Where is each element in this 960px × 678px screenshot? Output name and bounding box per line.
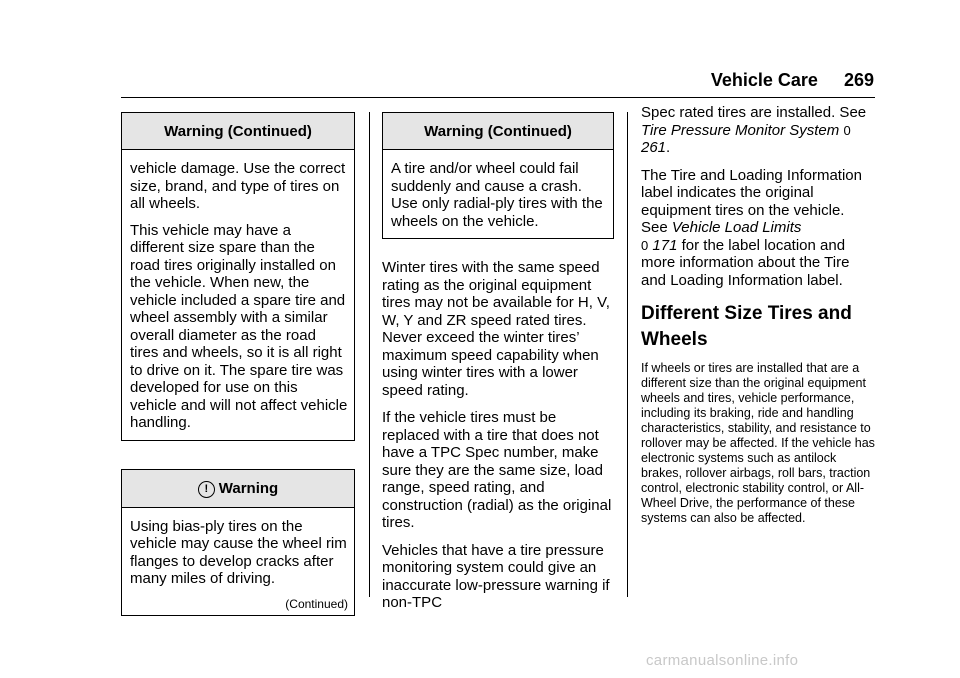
column-3 xyxy=(641,104,875,526)
warning-paragraph: vehicle damage. Use the correct size, brand, and type of tires on all wheels. xyxy=(130,160,346,212)
warning-box-title: Warning (Continued) xyxy=(383,113,613,150)
warning-title-text: Warning xyxy=(218,479,279,497)
warning-box-continued xyxy=(121,112,355,441)
warning-paragraph: This vehicle may have a different size spare than the road tires originally installed on the vehicle. When new, the vehicle included a spare tire and wheel assembly with a similar overall diameter as the road tires and wheels, so it is all right to drive on it. The spare tire was developed for use on this vehicle and will not affect vehicle handling. xyxy=(130,221,348,431)
warning-box-title xyxy=(122,470,354,508)
body-text xyxy=(382,259,614,612)
warning-paragraph: A tire and/or wheel could fail suddenly and cause a crash. Use only radial-ply tires with the wheels on the vehicle. xyxy=(391,160,603,230)
page-reference[interactable]: 171 xyxy=(652,236,678,254)
paragraph xyxy=(641,104,875,157)
column-divider xyxy=(627,112,628,597)
paragraph: Winter tires with the same speed rating as the original equipment tires may not be available for H, V, W, Y and ZR speed rated tires. Never exceed the winter tires’ maximum speed capability when using winter tires with a lower speed rating. xyxy=(382,259,610,399)
cross-reference-link[interactable]: Tire Pressure Monitor System xyxy=(641,121,840,139)
paragraph: Vehicles that have a tire pressure monitoring system could give an inaccurate low-pressure warning if non-TPC xyxy=(382,541,610,611)
column-divider xyxy=(369,112,370,597)
text: The Tire and Loading Information label indicates the original equipment tires on the vehicle. See xyxy=(641,166,862,236)
watermark: carmanualsonline.info xyxy=(646,652,799,669)
warning-box-continued xyxy=(382,112,614,239)
header-rule xyxy=(121,97,875,98)
warning-box-title: Warning (Continued) xyxy=(122,113,354,150)
warning-box-body xyxy=(122,150,354,440)
warning-box xyxy=(121,469,355,616)
warning-paragraph: Using bias-ply tires on the vehicle may cause the wheel rim flanges to develop cracks after many miles of driving. xyxy=(130,517,347,587)
warning-circle-icon: ! xyxy=(198,481,215,498)
paragraph xyxy=(641,167,875,290)
page-header xyxy=(0,70,874,91)
warning-box-body xyxy=(122,508,354,615)
column-2 xyxy=(382,112,614,622)
cross-reference-link[interactable]: Vehicle Load Limits xyxy=(671,219,802,236)
paragraph: If the vehicle tires must be replaced with a tire that does not have a TPC Spec number, make sure they are the same size, load range, speed rating, and construction (radial) as the original tires. xyxy=(382,409,612,531)
page-reference[interactable]: 261 xyxy=(641,139,667,156)
text: Spec rated tires are installed. See xyxy=(641,104,867,121)
page-number: 269 xyxy=(843,70,874,90)
paragraph-small: If wheels or tires are installed that are a different size than the original equipment wheels and tires, vehicle performance, including its braking, ride and handling characteristics, stability, and resistance to rollover may be affected. If the vehicle has electronic systems such as antilock brakes, rollover airbags, roll bars, traction control, electronic stability control, or All-Wheel Drive, the performance of these systems can also be affected. xyxy=(641,361,875,525)
page-ref-icon: 0 xyxy=(641,237,649,253)
section-heading: Different Size Tires and Wheels xyxy=(641,303,852,350)
text: . xyxy=(666,139,671,156)
text: for the label location and more information about the Tire and Loading Information label. xyxy=(641,236,850,289)
column-1 xyxy=(121,112,355,616)
continued-label: (Continued) xyxy=(285,596,348,611)
page-ref-icon: 0 xyxy=(843,122,851,138)
warning-box-body xyxy=(383,150,613,238)
section-title: Vehicle Care xyxy=(710,70,818,90)
